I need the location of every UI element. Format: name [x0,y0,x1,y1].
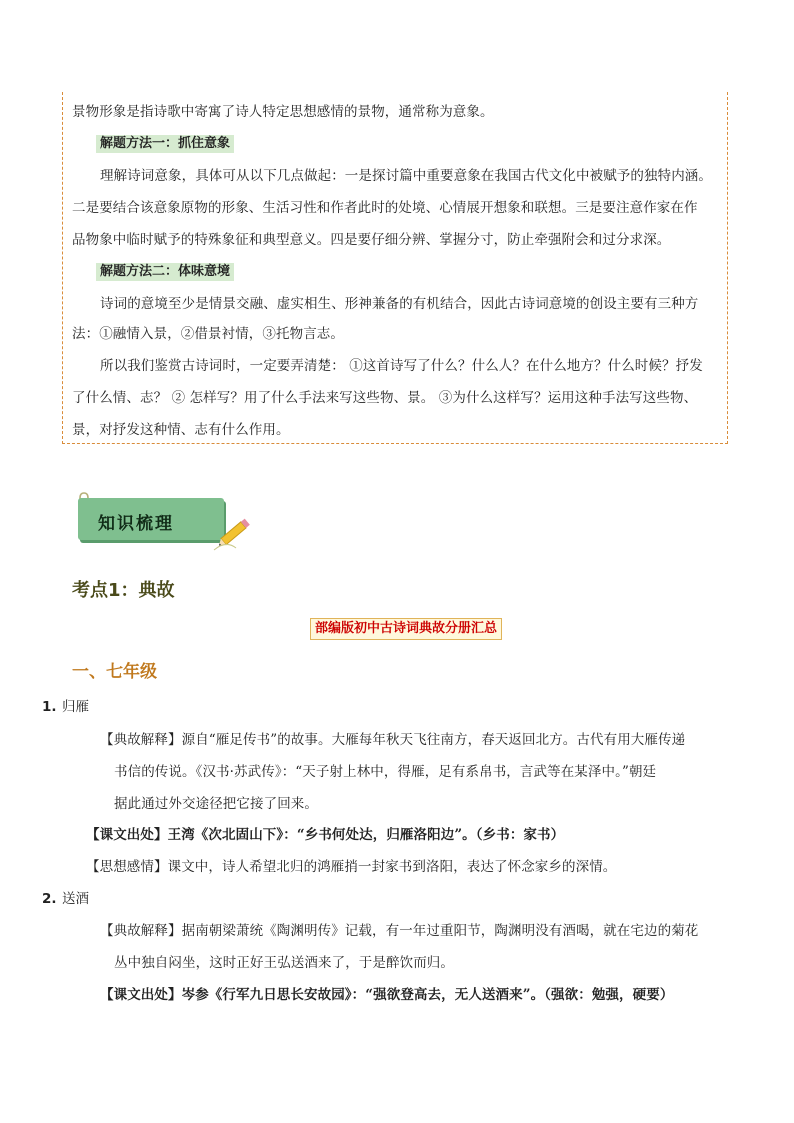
method-text-line: 所以我们鉴赏古诗词时，一定要弄清楚： ①这首诗写了什么？什么人？在什么地方？什么时候？抒发 [100,358,703,374]
item-title: 归雁 [62,699,89,715]
item-text-line: 【典故解释】源自“雁足传书”的故事。大雁每年秋天飞往南方，春天返回北方。古代有用大雁传递 [100,732,686,748]
method-text-line: 景，对抒发这种情、志有什么作用。 [72,422,290,438]
item-text-line: 丛中独自闷坐，这时正好王弘送酒来了，于是醉饮而归。 [114,955,454,971]
method-text-line: 诗词的意境至少是情景交融、虚实相生、形神兼备的有机结合，因此古诗词意境的创设主要有三种方 [100,296,699,312]
method-text-line: 法：①融情入景，②借景衬情，③托物言志。 [72,326,344,342]
method-text-line: 了什么情、志？ ② 怎样写？用了什么手法来写这些物、景。 ③为什么这样写？运用这种手法写这些物、 [72,390,698,406]
method-text-line: 二是要结合该意象原物的形象、生活习性和作者此时的处境、心情展开想象和联想。三是要注意作家在作 [72,200,698,216]
method-text-line: 景物形象是指诗歌中寄寓了诗人特定思想感情的景物，通常称为意象。 [72,104,494,120]
method-heading-1: 解题方法一：抓住意象 [96,135,234,153]
method-text-line: 理解诗词意象，具体可从以下几点做起：一是探讨篇中重要意象在我国古代文化中被赋予的独特内涵。 [100,168,712,184]
method-text-line: 品物象中临时赋予的特殊象征和典型意义。四是要仔细分辨、掌握分寸，防止牵强附会和过分求深。 [72,232,671,248]
item-text-line: 据此通过外交途径把它接了回来。 [114,796,318,812]
item-text-line: 【课文出处】王湾《次北固山下》：“乡书何处达，归雁洛阳边”。（乡书：家书） [86,827,565,843]
badge-label: 知识梳理 [98,514,174,534]
item-number: 1. [42,699,57,715]
pencil-icon [212,510,258,554]
item-text-line: 【课文出处】岑参《行军九日思长安故园》：“强欲登高去，无人送酒来”。（强欲：勉强，硬要） [100,987,674,1003]
item-text-line: 【典故解释】据南朝梁萧统《陶渊明传》记载，有一年过重阳节，陶渊明没有酒喝，就在宅边的菊花 [100,923,699,939]
item-text-line: 【思想感情】课文中，诗人希望北归的鸿雁捎一封家书到洛阳，表达了怀念家乡的深情。 [86,859,617,875]
kaodian-title: 考点1：典故 [72,580,175,601]
section-badge [72,490,262,560]
summary-link[interactable]: 部编版初中古诗词典故分册汇总 [310,618,502,640]
method-heading-2: 解题方法二：体味意境 [96,263,234,281]
item-number: 2. [42,891,57,907]
item-title: 送酒 [62,891,89,907]
item-text-line: 书信的传说。《汉书·苏武传》：“天子射上林中，得雁，足有系帛书，言武等在某泽中。”朝廷 [114,764,657,780]
grade-title: 一、七年级 [72,662,157,682]
